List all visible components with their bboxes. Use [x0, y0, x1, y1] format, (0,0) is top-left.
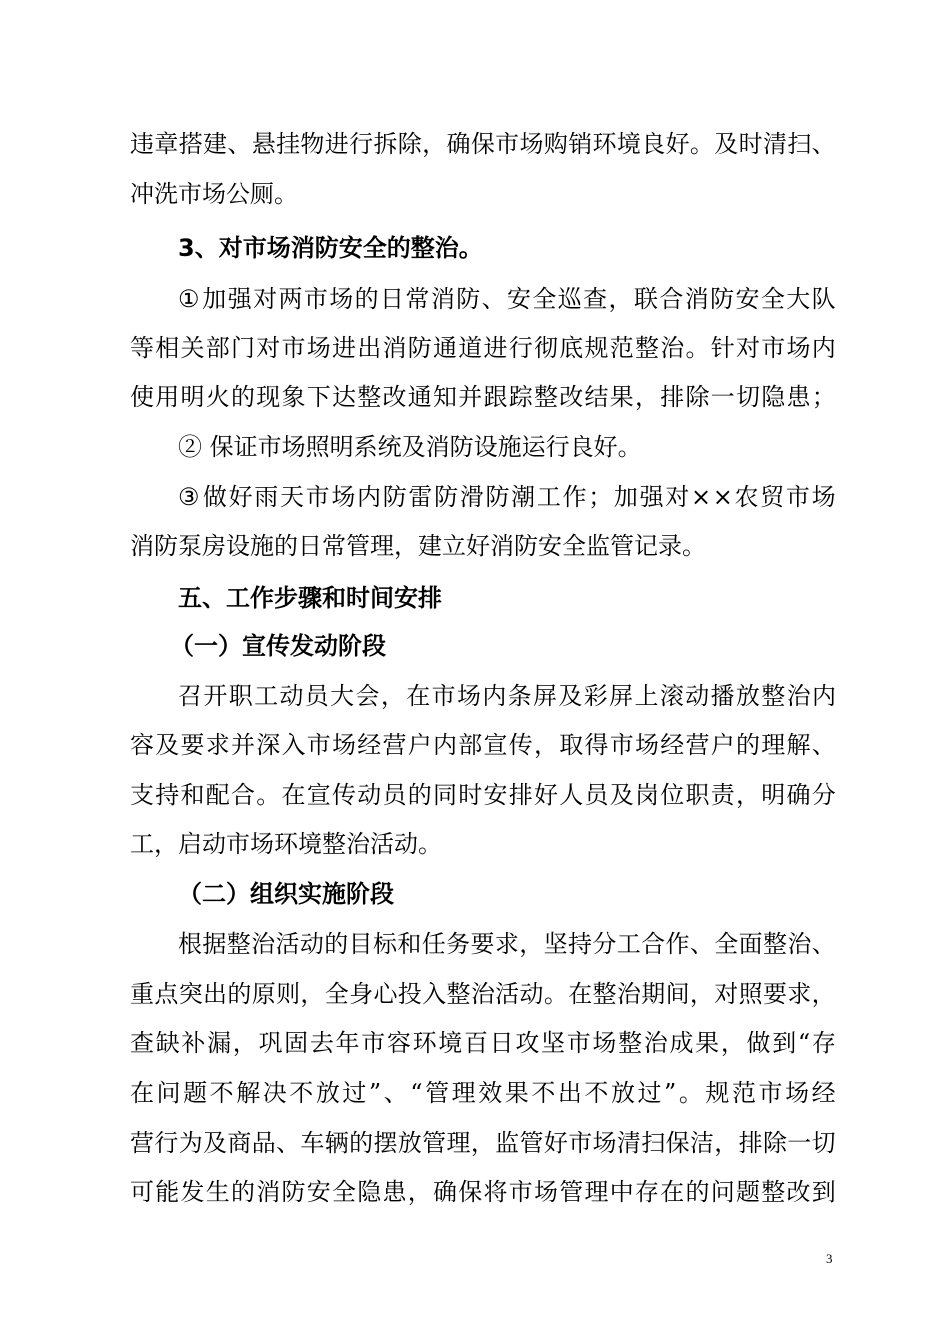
text-line: ② 保证市场照明系统及消防设施运行良好。	[178, 433, 642, 461]
text-line: 使 用 明 火 的 现 象 下 达 整 改 通 知 并 跟 踪 整 改 结 果 ， 排 除 一 切 隐 患 ；	[130, 383, 836, 411]
text-line: ③ 做 好 雨 天 市 场 内 防 雷 防 滑 防 潮 工 作 ； 加 强 对 × × 农 贸 市 场	[178, 483, 836, 511]
text-line: 五、工作步骤和时间安排	[178, 584, 442, 612]
text-line: 3、对市场消防安全的整治。	[178, 234, 483, 262]
text-line: （一）宣传发动阶段	[170, 632, 386, 660]
text-line: 根 据 整 治 活 动 的 目 标 和 任 务 要 求 ， 坚 持 分 工 合 作 、 全 面 整 治 、	[178, 930, 836, 958]
text-line: 消防泵房设施的日常管理，建立好消防安全监管记录。	[130, 532, 706, 560]
text-line: 在 问 题 不 解 决 不 放 过 ” 、 “ 管 理 效 果 不 出 不 放 过 ” 。 规 范 市 场 经	[130, 1079, 836, 1107]
text-line: 工，启动市场环境整治活动。	[130, 830, 442, 858]
text-line: 重 点 突 出 的 原 则 ， 全 身 心 投 入 整 治 活 动 。 在 整 治 期 间 ， 对 照 要 求 ，	[130, 980, 836, 1008]
page-number: 3	[826, 1251, 833, 1266]
text-line: 营 行 为 及 商 品 、 车 辆 的 摆 放 管 理 ， 监 管 好 市 场 清 扫 保 洁 ， 排 除 一 切	[130, 1129, 836, 1157]
text-line: 冲洗市场公厕。	[130, 180, 298, 208]
text-line: 等 相 关 部 门 对 市 场 进 出 消 防 通 道 进 行 彻 底 规 范 整 治 。 针 对 市 场 内	[130, 334, 836, 362]
text-line: 可 能 发 生 的 消 防 安 全 隐 患 ， 确 保 将 市 场 管 理 中 存 在 的 问 题 整 改 到	[130, 1178, 836, 1206]
text-line: （二）组织实施阶段	[178, 880, 394, 908]
text-line: 违 章 搭 建 、 悬 挂 物 进 行 拆 除 ， 确 保 市 场 购 销 环 境 良 好 。 及 时 清 扫 、	[130, 130, 836, 158]
text-line: 支 持 和 配 合 。 在 宣 传 动 员 的 同 时 安 排 好 人 员 及 岗 位 职 责 ， 明 确 分	[130, 781, 836, 809]
text-line: 召 开 职 工 动 员 大 会 ， 在 市 场 内 条 屏 及 彩 屏 上 滚 动 播 放 整 治 内	[178, 682, 836, 710]
text-line: ① 加 强 对 两 市 场 的 日 常 消 防 、 安 全 巡 查 ， 联 合 消 防 安 全 大 队	[178, 285, 836, 313]
text-line: 容 及 要 求 并 深 入 市 场 经 营 户 内 部 宣 传 ， 取 得 市 场 经 营 户 的 理 解 、	[130, 731, 836, 759]
text-line: 查 缺 补 漏 ， 巩 固 去 年 市 容 环 境 百 日 攻 坚 市 场 整 治 成 果 ， 做 到 “ 存	[130, 1029, 836, 1057]
